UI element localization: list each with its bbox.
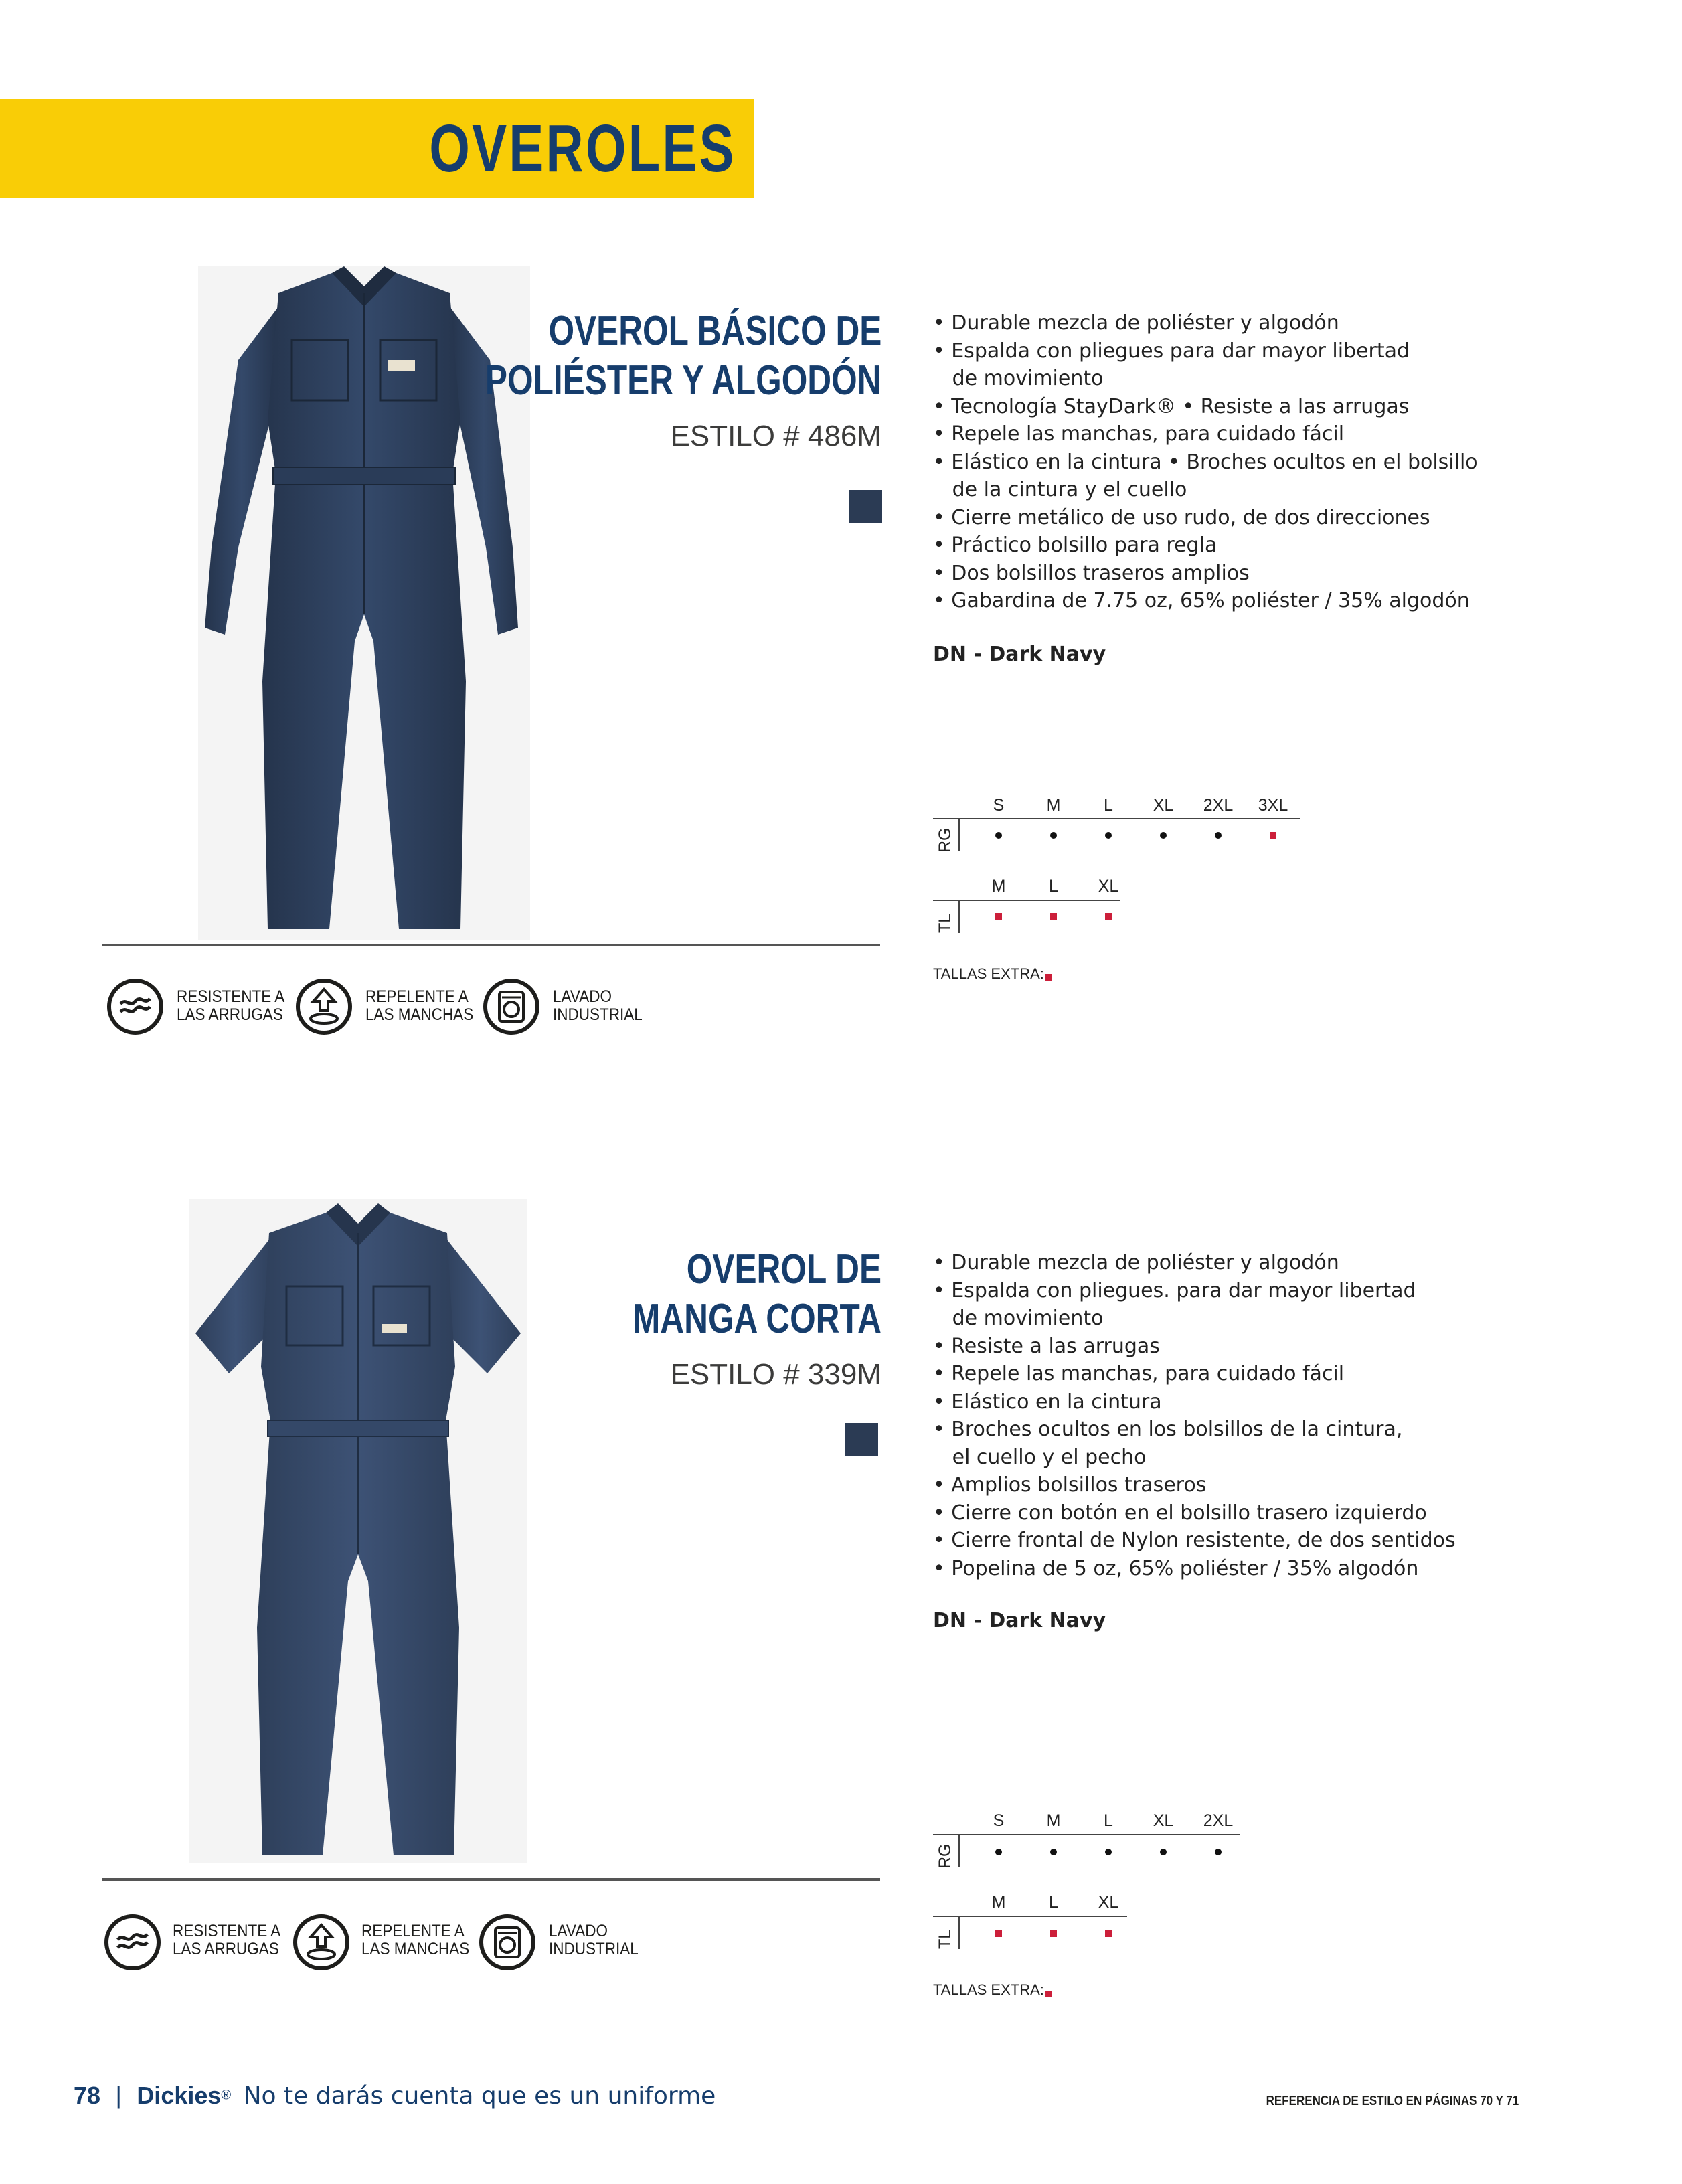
color-name: DN - Dark Navy: [933, 643, 1106, 666]
size-header: XL: [1153, 796, 1174, 815]
size-header: S: [993, 1811, 1005, 1830]
product-style-number: ESTILO # 486M: [670, 420, 881, 452]
size-available-dot: [1105, 832, 1112, 839]
size-grid-divider: [958, 1835, 960, 1867]
brand-tagline: No te darás cuenta que es un uniforme: [243, 2082, 716, 2110]
size-extra-square: [1105, 913, 1112, 920]
extra-sizes-legend-square: [1045, 1991, 1052, 1997]
feature-item: • Elástico en la cintura: [933, 1390, 1162, 1414]
feature-item: de movimiento: [933, 1307, 1104, 1330]
product-title-line1: OVEROL BÁSICO DE: [548, 308, 881, 354]
brand-name: Dickies: [137, 2082, 222, 2109]
product-style-number: ESTILO # 339M: [670, 1358, 881, 1391]
feature-item: • Práctico bolsillo para regla: [933, 533, 1217, 557]
size-header: L: [1049, 877, 1058, 896]
size-row-label: TL: [936, 1929, 954, 1949]
icon-label: REPELENTE A LAS MANCHAS: [361, 1922, 470, 1958]
feature-item: • Tecnología StayDark® • Resiste a las arrugas: [933, 394, 1410, 418]
extra-sizes-label: TALLAS EXTRA:: [933, 1981, 1044, 1998]
section-header-band: [0, 99, 754, 198]
size-extra-square: [995, 913, 1002, 920]
industrial-laundry-icon: [483, 979, 539, 1035]
size-available-dot: [1215, 1849, 1222, 1855]
size-header: L: [1104, 796, 1113, 815]
page-number: 78: [74, 2082, 101, 2109]
section-title: OVEROLES: [429, 111, 736, 186]
feature-item: • Espalda con pliegues. para dar mayor libertad: [933, 1278, 1416, 1303]
size-extra-square: [1050, 1930, 1057, 1937]
feature-item: • Gabardina de 7.75 oz, 65% poliéster / 35% algodón: [933, 589, 1470, 612]
size-available-dot: [1215, 832, 1222, 839]
size-grid-rule: [933, 1916, 1127, 1917]
feature-list: [933, 1249, 1456, 1582]
product-title-line2: MANGA CORTA: [633, 1296, 881, 1342]
icon-label: LAVADO INDUSTRIAL: [553, 987, 643, 1024]
size-grid-divider: [958, 901, 960, 933]
feature-list: [933, 309, 1478, 615]
size-grid-divider: [958, 1917, 960, 1949]
icon-label: LAVADO INDUSTRIAL: [549, 1922, 639, 1958]
feature-item: • Durable mezcla de poliéster y algodón: [933, 1251, 1339, 1274]
size-header: XL: [1098, 1893, 1119, 1912]
size-grid-rule: [933, 1834, 1240, 1835]
color-swatch-dark-navy[interactable]: [845, 1423, 878, 1456]
size-grid-divider: [958, 819, 960, 851]
coverall-long-sleeve-illustration: [198, 266, 530, 940]
size-available-dot: [1160, 1849, 1167, 1855]
section-divider: [102, 944, 880, 946]
size-header: S: [993, 796, 1005, 815]
extra-sizes-label: TALLAS EXTRA:: [933, 965, 1044, 982]
size-header: XL: [1153, 1811, 1174, 1830]
feature-item: • Resiste a las arrugas: [933, 1334, 1160, 1358]
color-swatch-dark-navy[interactable]: [849, 490, 882, 523]
wrinkle-resistant-icon: [107, 979, 163, 1035]
feature-item: de la cintura y el cuello: [933, 478, 1187, 501]
product-title-line1: OVEROL DE: [686, 1246, 881, 1292]
feature-item: • Cierre con botón en el bolsillo trasero izquierdo: [933, 1501, 1427, 1525]
size-grid-rule: [933, 900, 1120, 901]
feature-item: • Amplios bolsillos traseros: [933, 1473, 1207, 1497]
size-extra-square: [995, 1930, 1002, 1937]
size-available-dot: [1105, 1849, 1112, 1855]
feature-item: • Cierre frontal de Nylon resistente, de dos sentidos: [933, 1529, 1456, 1552]
section-divider: [102, 1878, 880, 1881]
size-header: 2XL: [1203, 1811, 1234, 1830]
size-available-dot: [1160, 832, 1167, 839]
product-title-line2: POLIÉSTER Y ALGODÓN: [485, 357, 881, 404]
stain-repellent-icon: [293, 1914, 349, 1970]
size-extra-square: [1050, 913, 1057, 920]
size-header: M: [1046, 796, 1061, 815]
extra-sizes-legend-square: [1045, 974, 1052, 981]
industrial-laundry-icon: [479, 1914, 535, 1970]
size-grid-rule: [933, 818, 1300, 819]
icon-label: RESISTENTE A LAS ARRUGAS: [173, 1922, 281, 1958]
size-available-dot: [995, 832, 1002, 839]
size-header: L: [1049, 1893, 1058, 1912]
size-available-dot: [995, 1849, 1002, 1855]
wrinkle-resistant-icon: [104, 1914, 161, 1970]
size-header: 3XL: [1258, 796, 1288, 815]
size-header: XL: [1098, 877, 1119, 896]
footer: [74, 2082, 716, 2110]
stain-repellent-icon: [296, 979, 352, 1035]
size-available-dot: [1050, 1849, 1057, 1855]
feature-item: • Broches ocultos en los bolsillos de la cintura,: [933, 1418, 1403, 1441]
feature-item: • Durable mezcla de poliéster y algodón: [933, 311, 1339, 335]
feature-item: • Dos bolsillos traseros amplios: [933, 561, 1250, 585]
size-header: M: [991, 877, 1006, 896]
size-header: M: [991, 1893, 1006, 1912]
size-available-dot: [1050, 832, 1057, 839]
size-extra-square: [1105, 1930, 1112, 1937]
feature-item: • Popelina de 5 oz, 65% poliéster / 35% algodón: [933, 1556, 1419, 1580]
feature-item: • Repele las manchas, para cuidado fácil: [933, 1362, 1345, 1385]
product-image-long-sleeve-coverall: [198, 266, 530, 940]
color-name: DN - Dark Navy: [933, 1609, 1106, 1632]
size-row-label: RG: [936, 827, 954, 853]
icon-label: RESISTENTE A LAS ARRUGAS: [177, 987, 285, 1024]
size-extra-square: [1270, 832, 1276, 839]
size-row-label: RG: [936, 1843, 954, 1869]
feature-item: • Elástico en la cintura • Broches ocultos en el bolsillo: [933, 450, 1478, 474]
icon-label: REPELENTE A LAS MANCHAS: [365, 987, 474, 1024]
coverall-short-sleeve-illustration: [189, 1199, 527, 1863]
size-header: 2XL: [1203, 796, 1234, 815]
product-image-short-sleeve-coverall: [189, 1199, 527, 1863]
feature-item: • Espalda con pliegues para dar mayor libertad: [933, 339, 1410, 363]
feature-item: • Cierre metálico de uso rudo, de dos direcciones: [933, 505, 1430, 529]
feature-item: de movimiento: [933, 367, 1104, 390]
feature-item: el cuello y el pecho: [933, 1445, 1147, 1469]
style-reference-note: REFERENCIA DE ESTILO EN PÁGINAS 70 Y 71: [1266, 2094, 1519, 2108]
registered-mark: ®: [221, 2088, 232, 2103]
footer-separator: |: [115, 2082, 122, 2109]
feature-item: • Repele las manchas, para cuidado fácil: [933, 422, 1345, 446]
size-header: L: [1104, 1811, 1113, 1830]
size-header: M: [1046, 1811, 1061, 1830]
size-row-label: TL: [936, 913, 954, 933]
